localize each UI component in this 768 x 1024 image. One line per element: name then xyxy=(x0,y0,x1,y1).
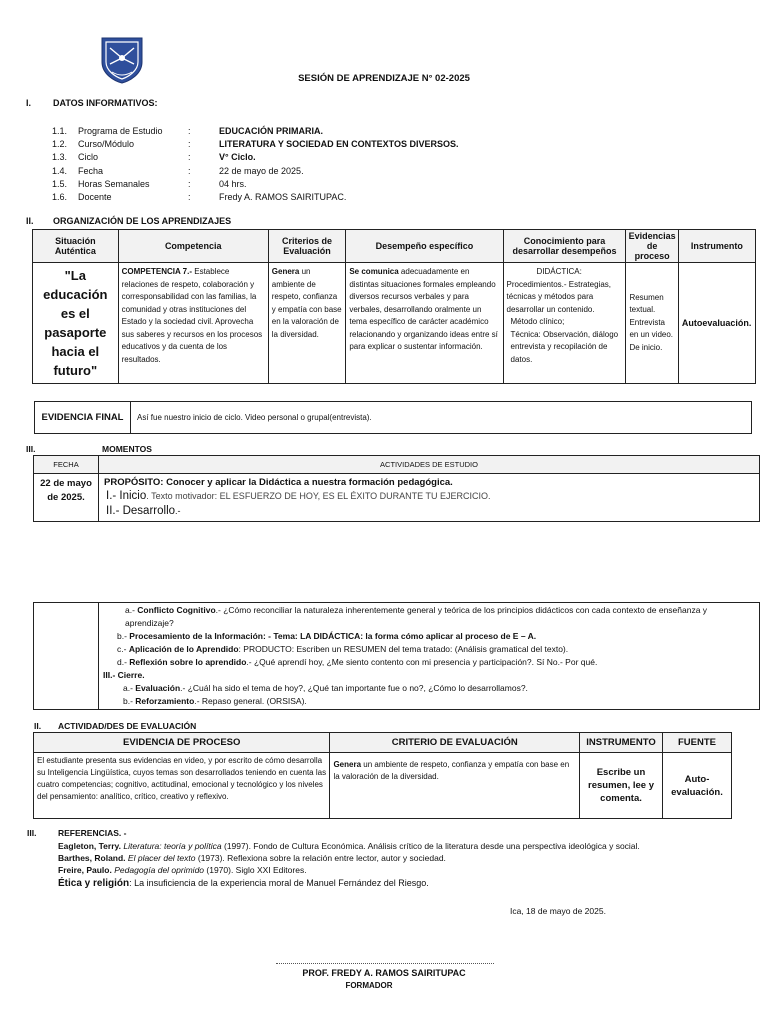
col-header-fuente: FUENTE xyxy=(663,733,732,753)
situacion-autentica: "La educación es el pasaporte hacia el futuro" xyxy=(33,263,119,384)
inicio-text: . Texto motivador: EL ESFUERZO DE HOY, ES EL ÉXITO DURANTE TU EJERCICIO. xyxy=(146,491,491,501)
criterio-evaluacion-label: Genera xyxy=(333,760,362,769)
info-label: Programa de Estudio xyxy=(78,126,163,136)
info-value: 22 de mayo de 2025. xyxy=(219,166,304,176)
reflexion-label: Reflexión sobre lo aprendido xyxy=(129,657,247,667)
conocimiento-line: Método clínico; xyxy=(510,317,565,326)
reference-author: Freire, Paulo. xyxy=(58,865,112,875)
col-header-evidencias: Evidencias de proceso xyxy=(626,230,678,263)
criterio-evaluacion-cell xyxy=(330,753,580,819)
criterio-cell xyxy=(268,263,346,384)
section-momentos-title: MOMENTOS xyxy=(102,444,152,454)
col-header-instrumento: INSTRUMENTO xyxy=(580,733,663,753)
evidencia-final-text: Así fue nuestro inicio de ciclo. Video personal o grupal(entrevista). xyxy=(131,402,752,434)
section-evaluacion-title: ACTIVIDAD/DES DE EVALUACIÓN xyxy=(58,721,197,731)
section-number: I. xyxy=(26,98,32,108)
info-value: Fredy A. RAMOS SAIRITUPAC. xyxy=(219,192,347,202)
conocimiento-line: Procedimientos.- Estrategias, técnicas y métodos para desarrollar un contenido. xyxy=(506,279,612,314)
info-label: Curso/Módulo xyxy=(78,139,135,149)
aplicacion-label: Aplicación de lo Aprendido xyxy=(128,644,239,654)
cierre-line: III.- Cierre. xyxy=(103,670,145,680)
reference-rest: (1970). Siglo XXI Editores. xyxy=(204,865,307,875)
section-referencias-title: REFERENCIAS. - xyxy=(58,828,127,838)
evidencia-final-table xyxy=(34,401,752,434)
reference-work: Literatura: teoría y política xyxy=(123,841,222,851)
reference-work: Pedagogía del oprimido xyxy=(114,865,205,875)
reference-item xyxy=(58,852,446,864)
info-label: Fecha xyxy=(78,166,104,176)
section-title: DATOS INFORMATIVOS: xyxy=(53,98,158,108)
conflicto-line: a.- Conflicto Cognitivo.- ¿Cómo reconciliar la naturaleza inherentemente general y teórica de los principios didácticos con cada contexto de enseñanza y aprendizaje? xyxy=(125,605,708,628)
aplicacion-text: : PRODUCTO: Escriben un RESUMEN del tema tratado: (Análisis gramatical del texto). xyxy=(238,644,569,654)
instrumento-cell: Autoevaluación. xyxy=(678,263,755,384)
signer-name: PROF. FREDY A. RAMOS SAIRITUPAC xyxy=(302,968,466,978)
col-header-fecha: FECHA xyxy=(34,456,99,474)
reference-work: El placer del texto xyxy=(127,853,196,863)
evidencia-final-label: EVIDENCIA FINAL xyxy=(35,402,131,434)
fuente-cell: Auto-evaluación. xyxy=(663,753,732,819)
info-label: Horas Semanales xyxy=(78,179,150,189)
desempeno-cell xyxy=(346,263,503,384)
desarrollo-line xyxy=(104,504,754,519)
momentos-actividades xyxy=(99,474,760,522)
reflexion-line: d.- Reflexión sobre lo aprendido.- ¿Qué aprendí hoy, ¿Me siento contento con mi presencia y participación?. Sí No.- Por qué. xyxy=(117,657,598,667)
info-value: EDUCACIÓN PRIMARIA. xyxy=(219,126,324,136)
evaluacion-line: a.- Evaluación.- ¿Cuál ha sido el tema de hoy?, ¿Qué tan importante fue o no?, ¿Cómo lo desarrollamos?. xyxy=(123,683,528,693)
criterio-text: un ambiente de respeto, confianza y empatía con base en la valoración de la diversidad. xyxy=(271,267,342,339)
col-header-situacion: Situación Auténtica xyxy=(33,230,119,263)
col-header-competencia: Competencia xyxy=(118,230,268,263)
info-label: Ciclo xyxy=(78,152,99,162)
info-num: 1.3. xyxy=(52,152,68,162)
procesamiento-line: b.- Procesamiento de la Información: - Tema: LA DIDÁCTICA: la forma cómo aplicar al proceso de E – A. xyxy=(117,631,537,641)
reference-author: Ética y religión xyxy=(58,878,130,889)
info-colon: : xyxy=(188,139,191,149)
desarrollo-label: II.- Desarrollo xyxy=(106,505,176,517)
section-momentos-num: III. xyxy=(26,444,36,454)
info-colon: : xyxy=(188,179,191,189)
info-num: 1.4. xyxy=(52,166,68,176)
reference-rest: : La insuficiencia de la experiencia moral de Manuel Fernández del Riesgo. xyxy=(129,878,429,888)
col-header-criterios: Criterios de Evaluación xyxy=(268,230,346,263)
reference-author: Barthes, Roland. xyxy=(58,853,126,863)
col-header-desempeno: Desempeño específico xyxy=(346,230,503,263)
info-row xyxy=(52,178,247,190)
info-num: 1.1. xyxy=(52,126,68,136)
procesamiento-label: Procesamiento de la Información: - Tema: LA DIDÁCTICA: la forma cómo aplicar al proceso de E – A. xyxy=(129,631,537,641)
info-row xyxy=(52,191,346,203)
info-row xyxy=(52,125,323,137)
evaluacion-text: .- ¿Cuál ha sido el tema de hoy?, ¿Qué tan importante fue o no?, ¿Cómo lo desarrollamos?. xyxy=(180,683,528,693)
instrumento-evaluacion-cell: Escribe un resumen, lee y comenta. xyxy=(580,753,663,819)
reference-author: Eagleton, Terry. xyxy=(58,841,121,851)
signature-line xyxy=(276,963,494,964)
organizacion-table xyxy=(32,229,756,384)
cont-fecha-cell xyxy=(34,603,99,710)
info-value: 04 hrs. xyxy=(219,179,247,189)
competencia-label: COMPETENCIA 7.- xyxy=(121,267,193,276)
conocimiento-line: DIDÁCTICA: xyxy=(536,267,582,276)
conocimiento-line: Técnica: Observación, diálogo entrevista y recopilación de datos. xyxy=(510,329,619,364)
evidencias-cell: Resumen textual. Entrevista en un video. De inicio. xyxy=(626,263,678,384)
info-row xyxy=(52,165,304,177)
info-num: 1.5. xyxy=(52,179,68,189)
info-colon: : xyxy=(188,126,191,136)
section-evaluacion-num: II. xyxy=(34,721,42,731)
reference-item xyxy=(58,840,640,852)
proposito-text: PROPÓSITO: Conocer y aplicar la Didáctica a nuestra formación pedagógica. xyxy=(104,477,453,488)
info-value: V° Ciclo. xyxy=(219,152,256,162)
col-header-evidencia-proceso: EVIDENCIA DE PROCESO xyxy=(34,733,330,753)
info-colon: : xyxy=(188,192,191,202)
reference-item xyxy=(58,864,307,876)
evidencia-proceso-cell: El estudiante presenta sus evidencias en video, y por escrito de cómo desarrolla su Inteligencia Lingüística, cuyos temas son desarrollados teniendo en cuenta las cuatro competencias; cognitivo, actitudinal, emocional y tecnológico y los niveles del pensamiento: analítico, crítico, creativo y reflexivo. xyxy=(34,753,330,819)
inicio-label: I.- Inicio xyxy=(106,490,147,502)
cont-actividades-cell xyxy=(99,603,760,710)
momentos-table xyxy=(33,455,760,522)
section-organizacion-heading xyxy=(26,216,231,226)
reference-rest: (1973). Reflexiona sobre la relación entre lector, autor y sociedad. xyxy=(195,853,446,863)
reflexion-text: .- ¿Qué aprendí hoy, ¿Me siento contento con mi presencia y participación?. Sí No.- Por qué. xyxy=(246,657,598,667)
conflicto-text: .- ¿Cómo reconciliar la naturaleza inherentemente general y teórica de los principios didácticos con cada contexto de enseñanza y aprendizaje? xyxy=(125,605,708,628)
competencia-text: Establece relaciones de respeto, colaboración y corresponsabilidad con las familias, la comunidad y otras instituciones del Estado y la sociedad civil. Aprovecha sus saberes y recursos en los procesos educativos y da cuenta de los resultados. xyxy=(121,267,263,364)
reference-item xyxy=(58,877,429,890)
info-row xyxy=(52,138,459,150)
section-title: ORGANIZACIÓN DE LOS APRENDIZAJES xyxy=(53,216,232,226)
desarrollo-text: .- xyxy=(175,506,181,516)
page-title: SESIÓN DE APRENDIZAJE N° 02-2025 xyxy=(298,73,470,84)
reforzamiento-label: Reforzamiento xyxy=(135,696,195,706)
conocimiento-cell xyxy=(503,263,626,384)
reforzamiento-text: .- Repaso general. (ORSISA). xyxy=(194,696,307,706)
aplicacion-line: c.- Aplicación de lo Aprendido: PRODUCTO: Escriben un RESUMEN del tema tratado: (Análisis gramatical del texto). xyxy=(117,644,569,654)
info-value: LITERATURA Y SOCIEDAD EN CONTEXTOS DIVERSOS. xyxy=(219,139,459,149)
competencia-cell xyxy=(118,263,268,384)
desempeno-text: adecuadamente en distintas situaciones formales empleando diversos recursos verbales y para verbales, desarrollando oralmente un tema específico de carácter académico relacionando y organizando ideas entre sí para explicar o sustentar información. xyxy=(349,267,498,351)
desarrollo-continuacion-table xyxy=(33,602,760,710)
col-header-criterio: CRITERIO DE EVALUACIÓN xyxy=(330,733,580,753)
inicio-line xyxy=(104,489,754,504)
info-colon: : xyxy=(188,152,191,162)
info-label: Docente xyxy=(78,192,112,202)
conflicto-label: Conflicto Cognitivo xyxy=(137,605,216,615)
reference-rest: (1997). Fondo de Cultura Económica. Análisis crítico de la literatura desde una perspectiva ideológica y social. xyxy=(221,841,640,851)
col-header-conocimiento: Conocimiento para desarrollar desempeños xyxy=(503,230,626,263)
section-referencias-num: III. xyxy=(27,828,37,838)
criterio-evaluacion-text: un ambiente de respeto, confianza y empatía con base en la valoración de la diversidad. xyxy=(333,760,570,781)
section-datos-heading xyxy=(26,98,158,108)
reforzamiento-line: b.- Reforzamiento.- Repaso general. (ORSISA). xyxy=(123,696,307,706)
evaluacion-label: Evaluación xyxy=(135,683,181,693)
desempeno-label: Se comunica xyxy=(349,267,399,276)
info-colon: : xyxy=(188,166,191,176)
info-num: 1.2. xyxy=(52,139,68,149)
signer-role: FORMADOR xyxy=(345,981,393,990)
info-num: 1.6. xyxy=(52,192,68,202)
criterio-label: Genera xyxy=(271,267,300,276)
evaluacion-table xyxy=(33,732,732,819)
col-header-actividades: ACTIVIDADES DE ESTUDIO xyxy=(99,456,760,474)
col-header-instrumento: Instrumento xyxy=(678,230,755,263)
momentos-fecha: 22 de mayo de 2025. xyxy=(34,474,99,522)
section-number: II. xyxy=(26,216,34,226)
info-row xyxy=(52,151,256,163)
cierre-label: III.- Cierre xyxy=(103,670,143,680)
place-date: Ica, 18 de mayo de 2025. xyxy=(510,906,606,916)
